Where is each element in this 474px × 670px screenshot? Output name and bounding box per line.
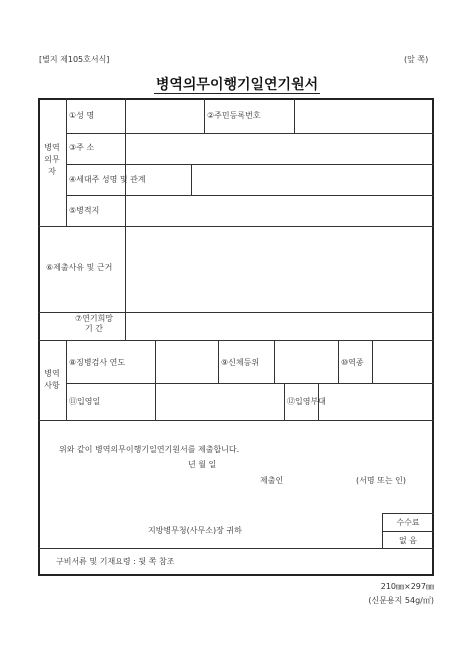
fee-label: 수수료	[396, 518, 420, 527]
divider	[338, 340, 339, 383]
address-field[interactable]	[126, 134, 432, 163]
military-status-label: ⑤병적지	[69, 206, 100, 215]
form-number: [별지 제105호서식]	[39, 55, 110, 64]
divider	[382, 531, 434, 532]
branch-field[interactable]	[373, 341, 432, 382]
fee-value: 없 음	[399, 536, 417, 545]
addressee: 지방병무청(사무소)장 귀하	[148, 526, 242, 535]
address-label: ③주 소	[69, 143, 95, 152]
postpone-label-line: 기 간	[85, 324, 103, 333]
divider	[218, 340, 219, 383]
resident-number-field[interactable]	[295, 99, 432, 132]
householder-field[interactable]	[192, 165, 432, 194]
statement-text: 위와 같이 병역의무이행기일연기원서를 제출합니다.	[59, 445, 240, 454]
divider	[38, 420, 434, 421]
service-section-label	[40, 368, 64, 392]
reason-field[interactable]	[126, 227, 432, 311]
title-text: 병역의무이행기일연기원서	[155, 77, 319, 93]
paper-type: (신문용지 54g/㎡)	[368, 596, 434, 605]
name-label: ①성 명	[69, 111, 95, 120]
divider	[204, 98, 205, 133]
paper-size: 210㎜×297㎜	[380, 582, 434, 591]
signature-label: (서명 또는 인)	[356, 476, 406, 485]
date-line: 년 월 일	[188, 460, 217, 469]
section-label-line: 사항	[44, 381, 60, 390]
divider	[66, 340, 67, 420]
exam-year-label: ⑧징병검사 연도	[69, 358, 126, 367]
postpone-label-line: ⑦연기희망	[74, 314, 114, 323]
applicant-section-label	[40, 142, 64, 178]
enlist-unit-label: ⑫입영부대	[287, 397, 326, 406]
resident-number-label: ②주민등록번호	[207, 111, 261, 120]
householder-label: ④세대주 성명 및 관계	[69, 175, 146, 184]
physical-grade-label: ⑨신체등위	[221, 358, 260, 367]
reason-label: ⑥제출사유 및 근거	[46, 263, 113, 272]
submitter-field[interactable]	[292, 473, 352, 487]
section-label-line: 자	[48, 167, 56, 176]
postpone-period-field[interactable]	[126, 313, 432, 339]
enlist-unit-field[interactable]	[319, 384, 432, 419]
enlist-date-field[interactable]	[156, 384, 283, 419]
submitter-label: 제출인	[260, 476, 284, 485]
physical-grade-field[interactable]	[275, 341, 337, 382]
divider	[66, 98, 67, 226]
exam-year-field[interactable]	[156, 341, 217, 382]
required-documents-note: 구비서류 및 기재요령 : 뒷 쪽 참조	[56, 557, 175, 566]
name-field[interactable]	[126, 99, 203, 132]
divider	[382, 513, 434, 514]
section-label-line: 병역	[44, 369, 60, 378]
section-label-line: 병역	[44, 143, 60, 152]
enlist-date-label: ⑪입영일	[69, 397, 101, 406]
section-label-line: 의무	[44, 155, 60, 164]
branch-label: ⑩역종	[341, 358, 364, 367]
military-status-field[interactable]	[126, 196, 432, 225]
divider	[284, 383, 285, 420]
page-side-label: (앞 쪽)	[404, 55, 429, 64]
divider	[38, 548, 434, 549]
document-title	[0, 74, 474, 94]
postpone-label	[64, 314, 124, 334]
